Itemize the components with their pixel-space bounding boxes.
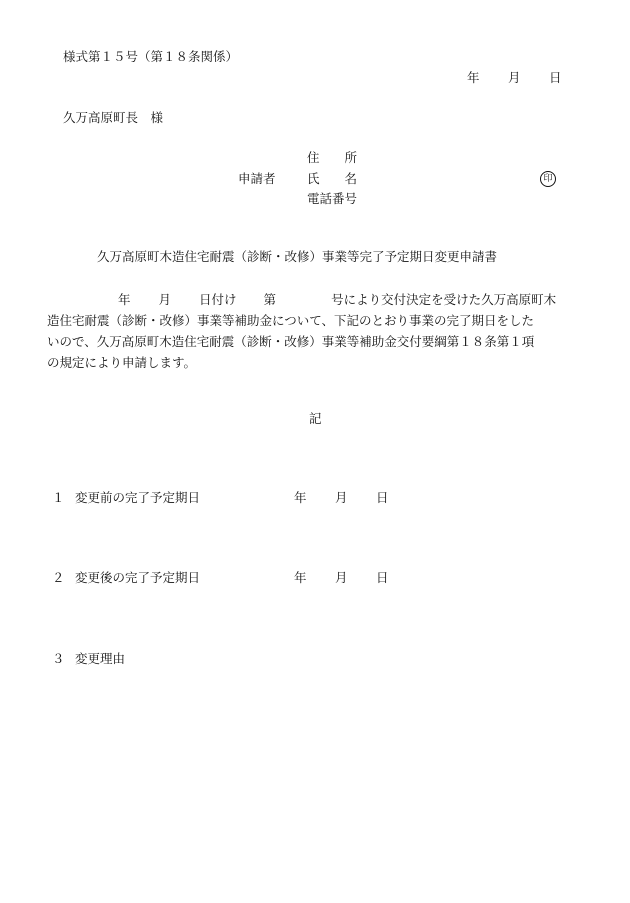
- body-line-4: の規定により申請します。: [47, 355, 197, 370]
- date-year-label: 年: [467, 70, 480, 85]
- item-number: １: [52, 490, 65, 505]
- name-label: 氏 名: [307, 171, 358, 186]
- item-month-label: 月: [335, 490, 348, 505]
- item-number: ３: [52, 651, 65, 666]
- body-line-1-rest: 号により交付決定を受けた久万高原町木: [331, 292, 557, 307]
- document-title: 久万高原町木造住宅耐震（診断・改修）事業等完了予定期日変更申請書: [97, 249, 498, 264]
- ki-heading: 記: [309, 411, 322, 426]
- body-year-label: 年: [118, 292, 131, 307]
- item-label: 変更後の完了予定期日: [75, 570, 201, 585]
- item-label: 変更理由: [75, 651, 126, 666]
- body-day-suffix: 日付け: [199, 292, 237, 307]
- item-label: 変更前の完了予定期日: [75, 490, 201, 505]
- date-month-label: 月: [508, 70, 521, 85]
- address-label: 住 所: [307, 150, 358, 165]
- body-month-label: 月: [158, 292, 172, 307]
- item-day-label: 日: [376, 570, 389, 585]
- addressee: 久万高原町長 様: [63, 110, 164, 125]
- item-number: ２: [52, 570, 65, 585]
- body-paragraph: [47, 289, 587, 373]
- item-year-label: 年: [294, 570, 307, 585]
- item-month-label: 月: [335, 570, 348, 585]
- body-line-2: 造住宅耐震（診断・改修）事業等補助金について、下記のとおり事業の完了期日をした: [47, 313, 535, 328]
- applicant-role-label: 申請者: [238, 171, 276, 186]
- phone-label: 電話番号: [307, 191, 358, 206]
- form-number: 様式第１５号（第１８条関係）: [63, 49, 239, 64]
- body-number-prefix: 第: [263, 292, 277, 307]
- body-line-1: [47, 289, 587, 310]
- item-year-label: 年: [294, 490, 307, 505]
- item-day-label: 日: [376, 490, 389, 505]
- date-day-label: 日: [549, 70, 562, 85]
- body-line-3: いので、久万高原町木造住宅耐震（診断・改修）事業等補助金交付要綱第１８条第１項: [47, 334, 535, 349]
- seal-icon: 印: [540, 171, 556, 187]
